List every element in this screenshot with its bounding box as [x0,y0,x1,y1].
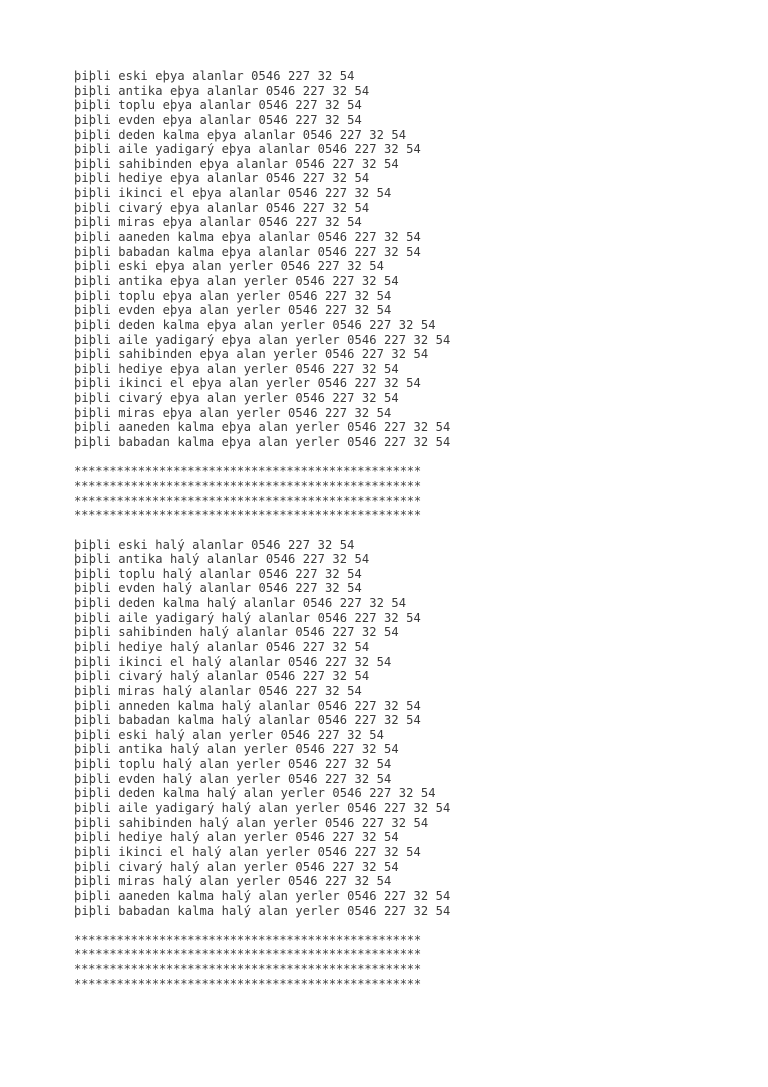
listing-line: þiþli antika eþya alan yerler 0546 227 32 54 [74,273,399,288]
listing-line: þiþli evden halý alanlar 0546 227 32 54 [74,581,362,596]
listing-line: þiþli toplu eþya alan yerler 0546 227 32 54 [74,288,392,303]
listing-line: þiþli babadan kalma eþya alan yerler 0546 227 32 54 [74,435,451,450]
listing-line: þiþli anneden kalma halý alanlar 0546 227 32 54 [74,698,421,713]
listing-line: þiþli antika halý alan yerler 0546 227 32 54 [74,742,399,757]
listing-line: þiþli miras eþya alanlar 0546 227 32 54 [74,215,362,230]
separator-line: ************************************************* [74,478,421,493]
listing-line: þiþli miras halý alan yerler 0546 227 32 54 [74,874,392,889]
listing-line: þiþli civarý eþya alan yerler 0546 227 32 54 [74,391,399,406]
listing-line: þiþli ikinci el halý alan yerler 0546 227 32 54 [74,844,421,859]
listing-line: þiþli civarý halý alanlar 0546 227 32 54 [74,669,370,684]
listing-line: þiþli deden kalma halý alan yerler 0546 227 32 54 [74,786,436,801]
listing-line: þiþli babadan kalma halý alanlar 0546 227 32 54 [74,713,421,728]
listing-line: þiþli evden halý alan yerler 0546 227 32 54 [74,771,392,786]
listing-line: þiþli deden kalma eþya alanlar 0546 227 32 54 [74,127,407,142]
blank-line [74,523,754,538]
listing-line: þiþli civarý halý alan yerler 0546 227 32 54 [74,859,399,874]
listing-line: þiþli deden kalma eþya alan yerler 0546 227 32 54 [74,317,436,332]
listing-line: þiþli hediye eþya alanlar 0546 227 32 54 [74,171,370,186]
listing-line: þiþli sahibinden eþya alan yerler 0546 227 32 54 [74,347,429,362]
listing-line: þiþli eski halý alanlar 0546 227 32 54 [74,537,355,552]
listing-line: þiþli ikinci el halý alanlar 0546 227 32 54 [74,654,392,669]
listing-line: þiþli antika eþya alanlar 0546 227 32 54 [74,83,370,98]
separator-line: ************************************************* [74,932,421,947]
separator-line: ************************************************* [74,976,421,991]
separator-line: ************************************************* [74,508,421,523]
separator-line: ************************************************* [74,464,421,479]
blank-line [74,450,754,465]
listing-line: þiþli aile yadigarý eþya alan yerler 0546 227 32 54 [74,332,451,347]
listing-line: þiþli evden eþya alanlar 0546 227 32 54 [74,112,362,127]
listing-line: þiþli aaneden kalma eþya alan yerler 0546 227 32 54 [74,420,451,435]
document-page [74,69,754,991]
listing-line: þiþli sahibinden halý alan yerler 0546 227 32 54 [74,815,429,830]
listing-line: þiþli eski eþya alanlar 0546 227 32 54 [74,69,355,83]
separator-line: ************************************************* [74,493,421,508]
listing-line: þiþli eski eþya alan yerler 0546 227 32 54 [74,259,385,274]
listing-line: þiþli deden kalma halý alanlar 0546 227 32 54 [74,596,407,611]
separator-line: ************************************************* [74,962,421,977]
halı-listings-section [74,538,754,919]
listing-line: þiþli aaneden kalma eþya alanlar 0546 227 32 54 [74,230,421,245]
listing-line: þiþli hediye halý alanlar 0546 227 32 54 [74,639,370,654]
listing-line: þiþli toplu halý alanlar 0546 227 32 54 [74,566,362,581]
separator-line: ************************************************* [74,947,421,962]
listing-line: þiþli ikinci el eþya alan yerler 0546 227 32 54 [74,376,421,391]
listing-line: þiþli evden eþya alan yerler 0546 227 32 54 [74,303,392,318]
listing-line: þiþli babadan kalma eþya alanlar 0546 227 32 54 [74,244,421,259]
listing-line: þiþli aile yadigarý eþya alanlar 0546 227 32 54 [74,142,421,157]
listing-line: þiþli toplu halý alan yerler 0546 227 32 54 [74,757,392,772]
eşya-listings-section [74,69,754,450]
asterisk-separator-1 [74,464,754,523]
asterisk-separator-2 [74,933,754,992]
listing-line: þiþli aile yadigarý halý alanlar 0546 227 32 54 [74,610,421,625]
listing-line: þiþli miras eþya alan yerler 0546 227 32 54 [74,405,392,420]
listing-line: þiþli hediye eþya alan yerler 0546 227 32 54 [74,361,399,376]
listing-line: þiþli hediye halý alan yerler 0546 227 32 54 [74,830,399,845]
listing-line: þiþli sahibinden eþya alanlar 0546 227 32 54 [74,156,399,171]
listing-line: þiþli aile yadigarý halý alan yerler 0546 227 32 54 [74,801,451,816]
listing-line: þiþli ikinci el eþya alanlar 0546 227 32 54 [74,186,392,201]
listing-line: þiþli miras halý alanlar 0546 227 32 54 [74,683,362,698]
listing-line: þiþli sahibinden halý alanlar 0546 227 32 54 [74,625,399,640]
blank-line [74,918,754,933]
listing-line: þiþli aaneden kalma halý alan yerler 0546 227 32 54 [74,888,451,903]
listing-line: þiþli civarý eþya alanlar 0546 227 32 54 [74,200,370,215]
listing-line: þiþli eski halý alan yerler 0546 227 32 54 [74,727,385,742]
listing-line: þiþli antika halý alanlar 0546 227 32 54 [74,552,370,567]
listing-line: þiþli toplu eþya alanlar 0546 227 32 54 [74,98,362,113]
listing-line: þiþli babadan kalma halý alan yerler 0546 227 32 54 [74,903,451,918]
